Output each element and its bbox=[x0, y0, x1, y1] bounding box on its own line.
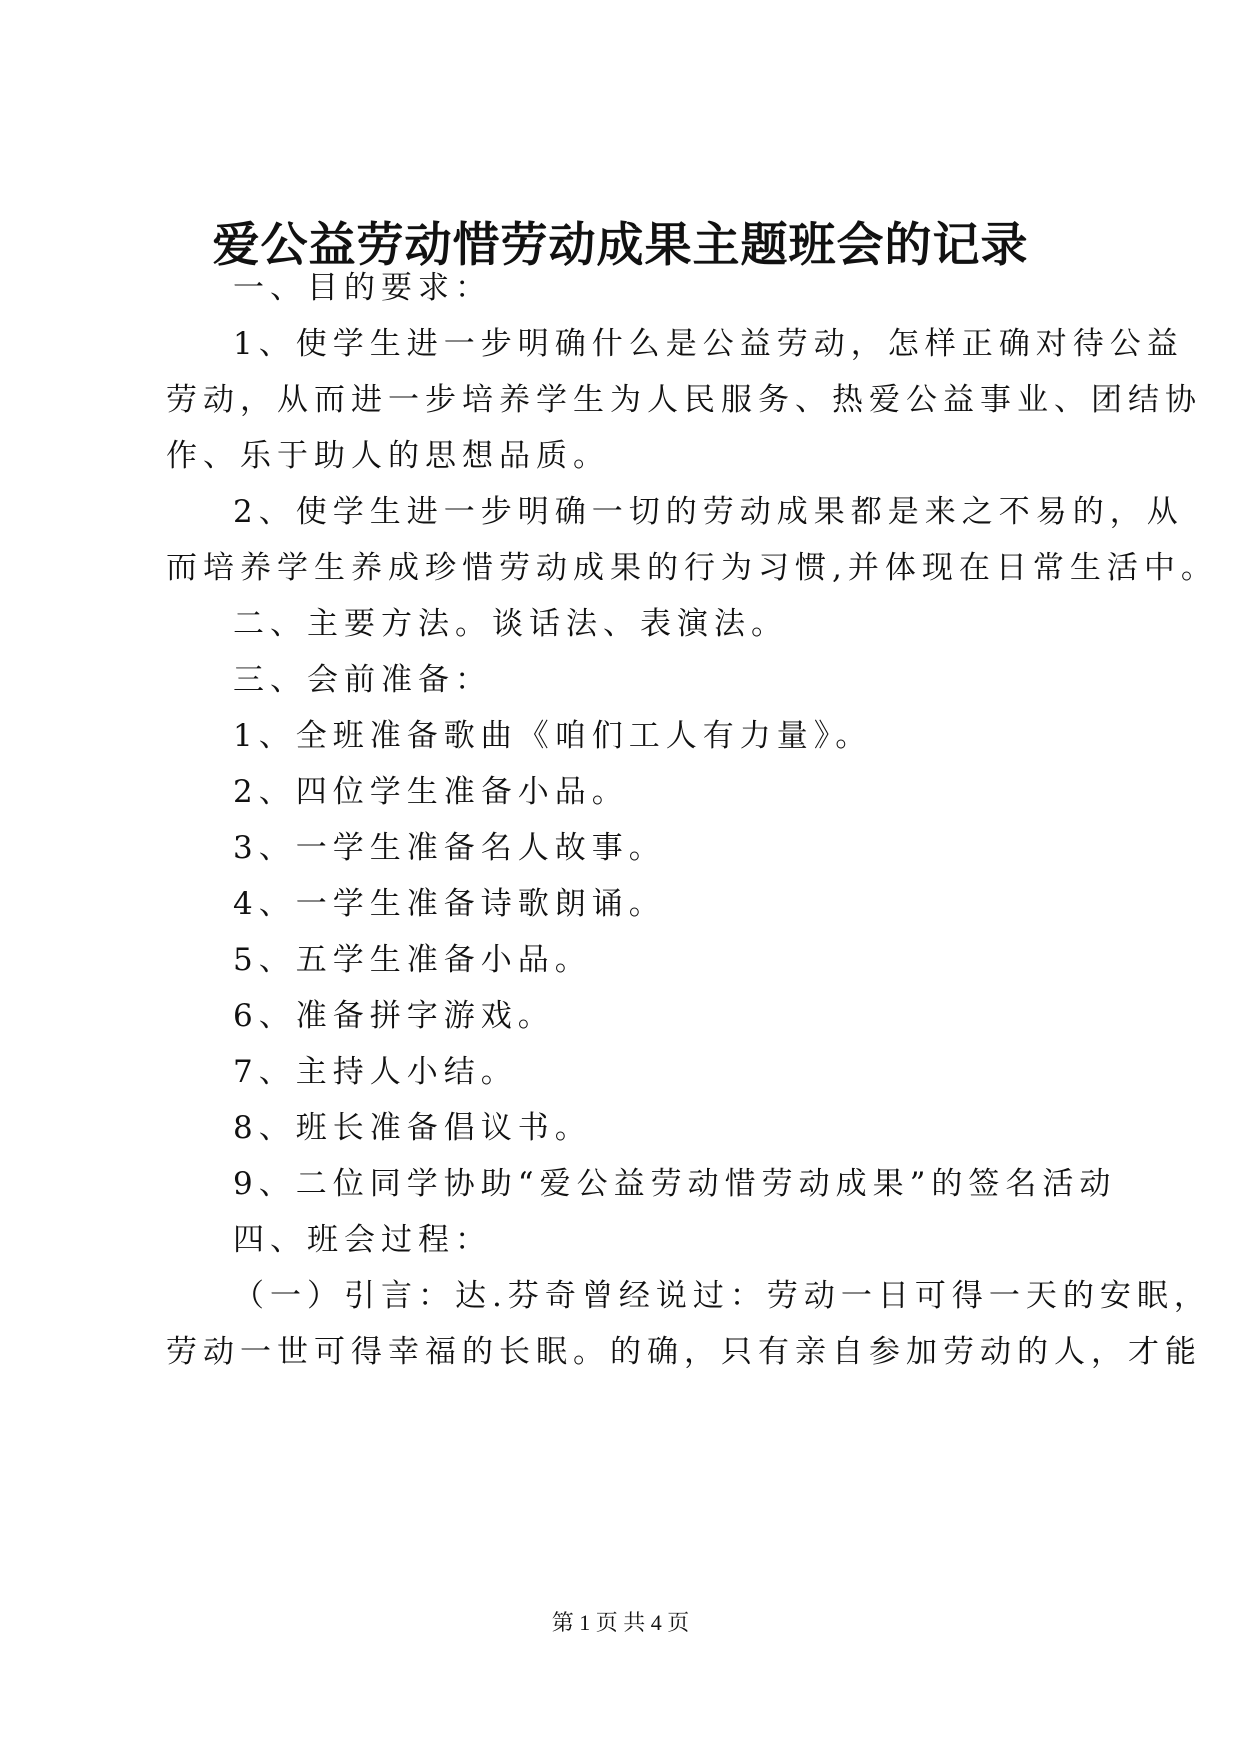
paragraph-line: 劳动，从而进一步培养学生为人民服务、热爱公益事业、团结协 bbox=[166, 382, 1202, 418]
paragraph-line: （一）引言：达.芬奇曾经说过：劳动一日可得一天的安眠， bbox=[233, 1278, 1211, 1314]
list-item: 9、二位同学协助“爱公益劳动惜劳动成果”的签名活动 bbox=[233, 1166, 1117, 1202]
section-heading-process: 四、班会过程： bbox=[233, 1222, 492, 1258]
page-number-footer: 第 1 页 共 4 页 bbox=[551, 1610, 690, 1635]
paragraph-line: 作、乐于助人的思想品质。 bbox=[166, 438, 610, 474]
list-item: 3、一学生准备名人故事。 bbox=[233, 830, 666, 866]
section-heading-methods: 二、主要方法。谈话法、表演法。 bbox=[233, 606, 788, 642]
list-item: 8、班长准备倡议书。 bbox=[233, 1110, 592, 1146]
list-item: 6、准备拼字游戏。 bbox=[233, 998, 555, 1034]
list-item: 7、主持人小结。 bbox=[233, 1054, 518, 1090]
list-item: 2、四位学生准备小品。 bbox=[233, 774, 629, 810]
paragraph-line: 劳动一世可得幸福的长眠。的确，只有亲自参加劳动的人，才能 bbox=[166, 1334, 1202, 1370]
document-title: 爱公益劳动惜劳动成果主题班会的记录 bbox=[212, 218, 1029, 273]
list-item: 4、一学生准备诗歌朗诵。 bbox=[233, 886, 666, 922]
paragraph-line: 2、使学生进一步明确一切的劳动成果都是来之不易的，从 bbox=[233, 494, 1184, 530]
list-item: 5、五学生准备小品。 bbox=[233, 942, 592, 978]
paragraph-line: 而培养学生养成珍惜劳动成果的行为习惯,并体现在日常生活中。 bbox=[166, 550, 1218, 586]
paragraph-line: 1、使学生进一步明确什么是公益劳动，怎样正确对待公益 bbox=[233, 326, 1184, 362]
list-item: 1、全班准备歌曲《咱们工人有力量》。 bbox=[233, 718, 873, 754]
section-heading-preparation: 三、会前准备： bbox=[233, 662, 492, 698]
section-heading-objectives: 一、目的要求： bbox=[233, 270, 492, 306]
